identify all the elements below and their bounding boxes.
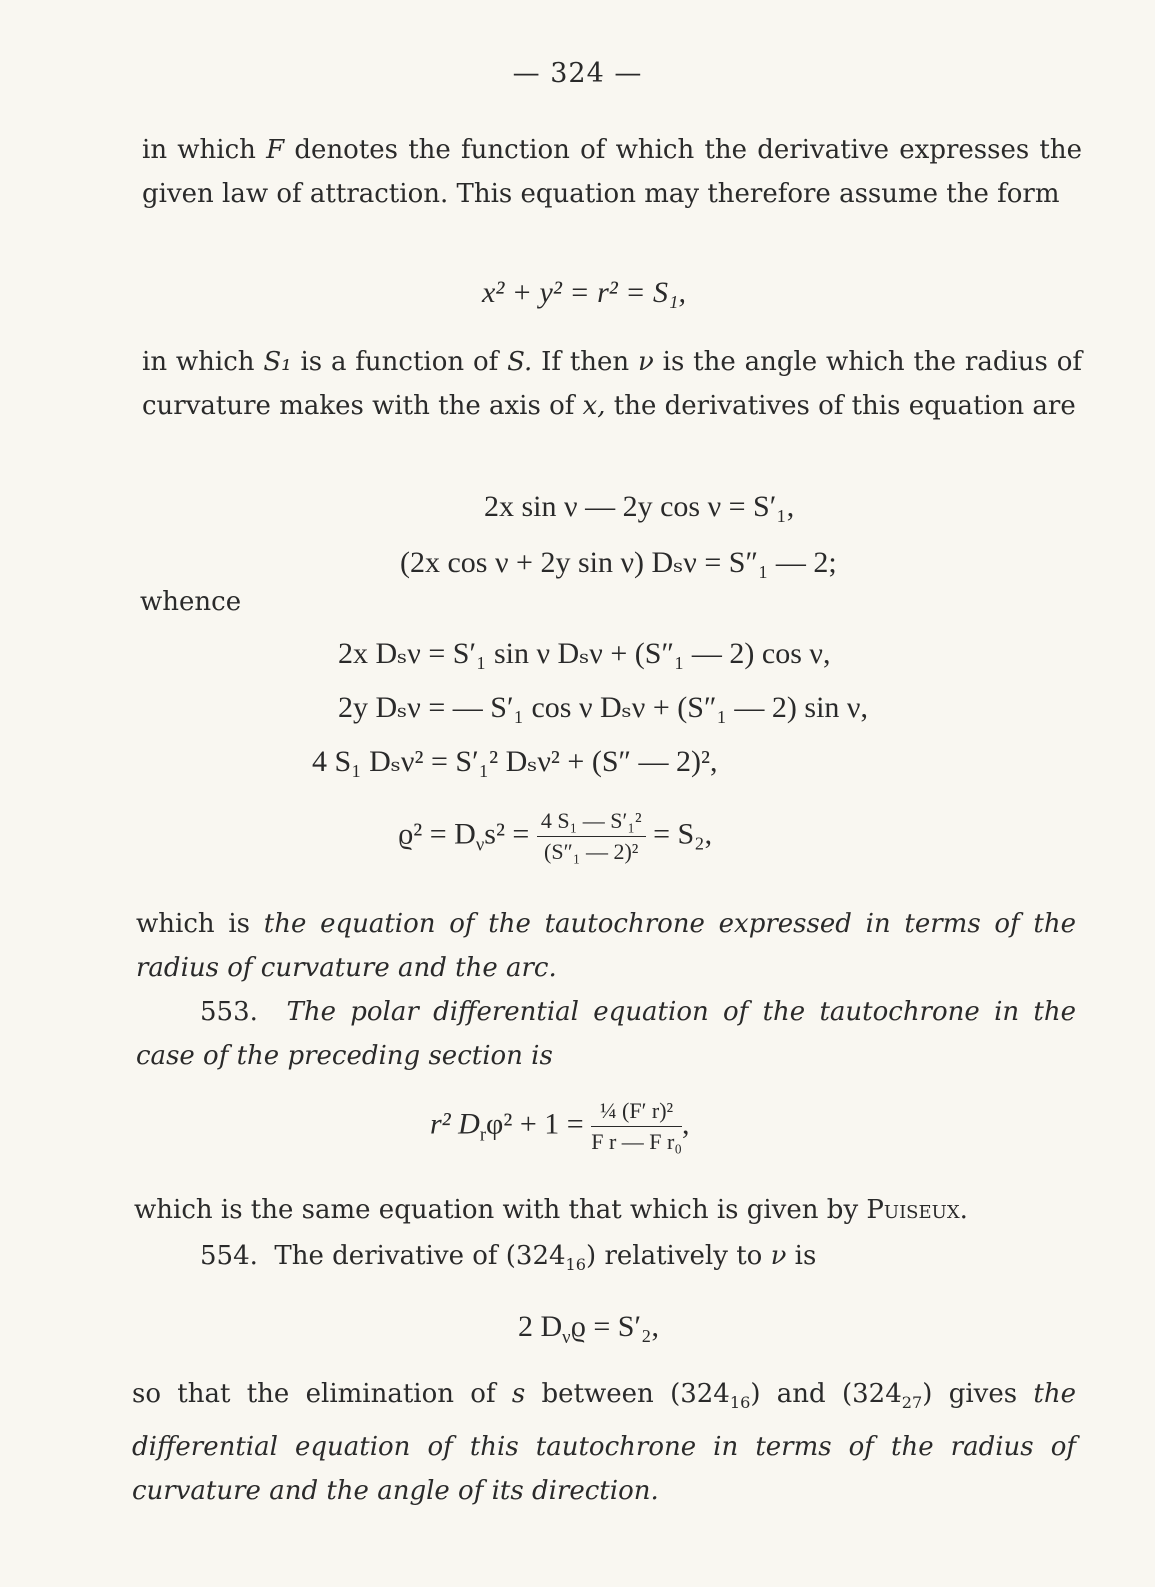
text: is: [786, 1241, 817, 1271]
text: the derivatives of this equation are: [605, 391, 1076, 421]
eq7-fraction: [537, 808, 646, 865]
eq7-lhs2: s² =: [484, 817, 530, 851]
symbol-S1: S₁: [263, 347, 292, 377]
symbol-nu: ν: [638, 347, 654, 377]
eq7-lhs: ϱ² = D: [398, 817, 476, 851]
text: so that the elimination of: [132, 1379, 512, 1409]
author-name: Puiseux.: [866, 1195, 968, 1225]
text: denotes the function of which the derivative expresses the given law of attraction. This equation may therefore assume the form: [142, 135, 1082, 209]
equation-1: x² + y² = r² = S₁,: [482, 276, 686, 309]
sub: 27: [901, 1393, 923, 1413]
equation-5: 2y Dₛν = — S′₁ cos ν Dₛν + (S″₁ — 2) sin ν,: [338, 691, 868, 724]
italic-text: The polar differential equation of the tautochrone in the case of the preceding section is: [136, 997, 1077, 1071]
text: is the angle which the radius of curvature makes with the axis of: [142, 347, 1082, 421]
eq8-sub: r: [479, 1124, 487, 1146]
paragraph-554: [200, 1234, 1080, 1287]
sub: 16: [729, 1393, 751, 1413]
equation-8: [430, 1098, 690, 1155]
eq9-text: 2 D: [518, 1310, 563, 1343]
page-number: — 324 —: [512, 58, 643, 89]
eq8-rhs: ,: [682, 1107, 690, 1141]
text: ) and (324: [750, 1379, 902, 1409]
eq9-text2: ϱ = S′₂,: [570, 1310, 659, 1343]
eq8-fraction: [591, 1098, 682, 1155]
whence-label: whence: [140, 587, 242, 617]
text: in which: [142, 135, 267, 165]
symbol-F: F: [266, 135, 285, 165]
equation-3: (2x cos ν + 2y sin ν) Dₛν = S″₁ — 2;: [400, 546, 837, 579]
text: ) relatively to: [586, 1241, 771, 1271]
text: between (324: [525, 1379, 730, 1409]
text: If then: [532, 347, 638, 377]
symbol-nu: ν: [770, 1241, 787, 1271]
eq9-sub: ν: [562, 1327, 571, 1348]
italic-text: the equation of the tautochrone expressed in terms of the radius of curvature and the arc.: [136, 909, 1076, 983]
eq7-sub: ν: [475, 834, 485, 856]
eq7-rhs: = S₂,: [653, 817, 713, 851]
equation-9: [518, 1310, 659, 1349]
text: in which: [142, 347, 264, 377]
section-number: 554.: [200, 1241, 258, 1271]
paragraph-2: [142, 340, 1082, 428]
paragraph-7: [132, 1372, 1076, 1513]
text: is a function of: [291, 347, 508, 377]
section-number: 553.: [200, 997, 258, 1027]
paragraph-553: [136, 990, 1076, 1078]
paragraph-3: [136, 902, 1076, 990]
eq8-lhs2: φ² + 1 =: [486, 1107, 584, 1141]
equation-4: 2x Dₛν = S′₁ sin ν Dₛν + (S″₁ — 2) cos ν,: [338, 637, 831, 670]
equation-6: 4 S₁ Dₛν² = S′₁² Dₛν² + (S″ — 2)²,: [312, 745, 718, 778]
text: which is the same equation with that which is given by: [134, 1195, 867, 1225]
eq8-lhs: r² D: [430, 1107, 480, 1141]
eq8-numerator: ¼ (F′ r)²: [591, 1098, 682, 1127]
symbol-x: x,: [582, 391, 606, 421]
paragraph-1: [142, 128, 1082, 216]
sub: 16: [565, 1255, 587, 1275]
italic-text: the differential equation of this tautochrone in terms of the radius of curvature and the angle of its direction.: [132, 1379, 1076, 1507]
symbol-S: S.: [507, 347, 533, 377]
eq8-denominator: F r — F r₀: [591, 1129, 682, 1154]
symbol-s: s: [511, 1379, 526, 1409]
equation-7: [398, 808, 712, 865]
equation-2: 2x sin ν — 2y cos ν = S′₁,: [484, 490, 795, 523]
text: ) gives: [922, 1379, 1034, 1409]
eq7-numerator: 4 S₁ — S′₁²: [537, 808, 646, 837]
paragraph-5: [134, 1188, 1078, 1232]
text: which is: [136, 909, 264, 939]
text: The derivative of (324: [274, 1241, 566, 1271]
eq7-denominator: (S″₁ — 2)²: [544, 839, 639, 864]
